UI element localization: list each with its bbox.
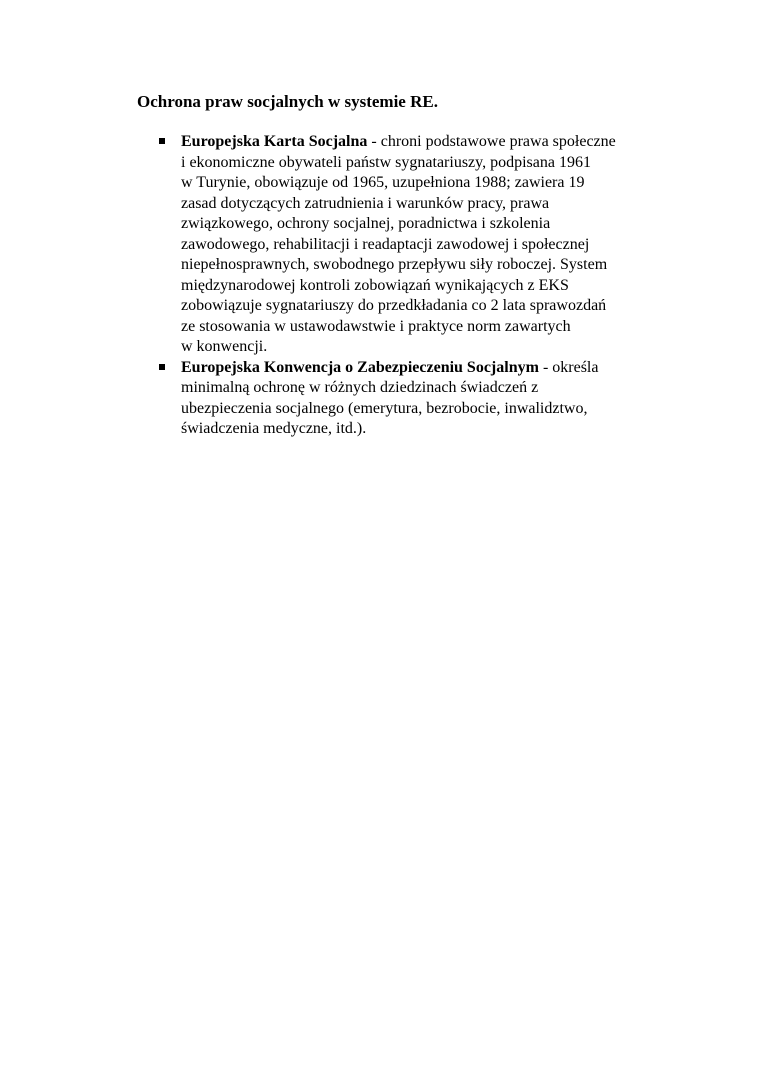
bullet-text [181, 358, 701, 440]
text-line [181, 132, 701, 153]
text-line: świadczenia medyczne, itd.). [181, 420, 367, 437]
text-line: minimalną ochronę w różnych dziedzinach świadczeń z [181, 379, 539, 396]
definition-start: - określa [538, 358, 599, 376]
text-line: związkowego, ochrony socjalnej, poradnictwa i szkolenia [181, 215, 551, 232]
text-line: zawodowego, rehabilitacji i readaptacji zawodowej i społecznej [181, 235, 590, 253]
text-line: ze stosowania w ustawodawstwie i praktyce norm zawartych [181, 317, 571, 335]
text-line: zasad dotyczących zatrudnienia i warunków pracy, prawa [181, 194, 550, 212]
square-bullet-icon [159, 364, 165, 370]
text-line: w Turynie, obowiązuje od 1965, uzupełniona 1988; zawiera 19 [181, 174, 585, 191]
text-line: i ekonomiczne obywateli państw sygnatariuszy, podpisana 1961 [181, 153, 591, 171]
bullet-text [181, 132, 701, 358]
square-bullet-icon [159, 138, 165, 144]
text-line: międzynarodowej kontroli zobowiązań wynikających z EKS [181, 276, 569, 294]
text-line: zobowiązuje sygnatariuszy do przedkładania co 2 lata sprawozdań [181, 297, 607, 314]
bullet-item-european-social-charter [0, 132, 760, 358]
bullet-item-european-social-security-convention [0, 358, 760, 440]
bullet-list [0, 132, 760, 440]
definition-start: - chroni podstawowe prawa społeczne [367, 133, 616, 150]
document-title: Ochrona praw socjalnych w systemie RE. [137, 92, 438, 111]
text-line [181, 358, 701, 379]
bold-term: Europejska Konwencja o Zabezpieczeniu Socjalnym [181, 358, 539, 376]
text-line: niepełnosprawnych, swobodnego przepływu siły roboczej. System [181, 256, 608, 273]
text-line: ubezpieczenia socjalnego (emerytura, bezrobocie, inwalidztwo, [181, 399, 588, 417]
text-line: w konwencji. [181, 338, 268, 355]
bold-term: Europejska Karta Socjalna [181, 133, 368, 150]
